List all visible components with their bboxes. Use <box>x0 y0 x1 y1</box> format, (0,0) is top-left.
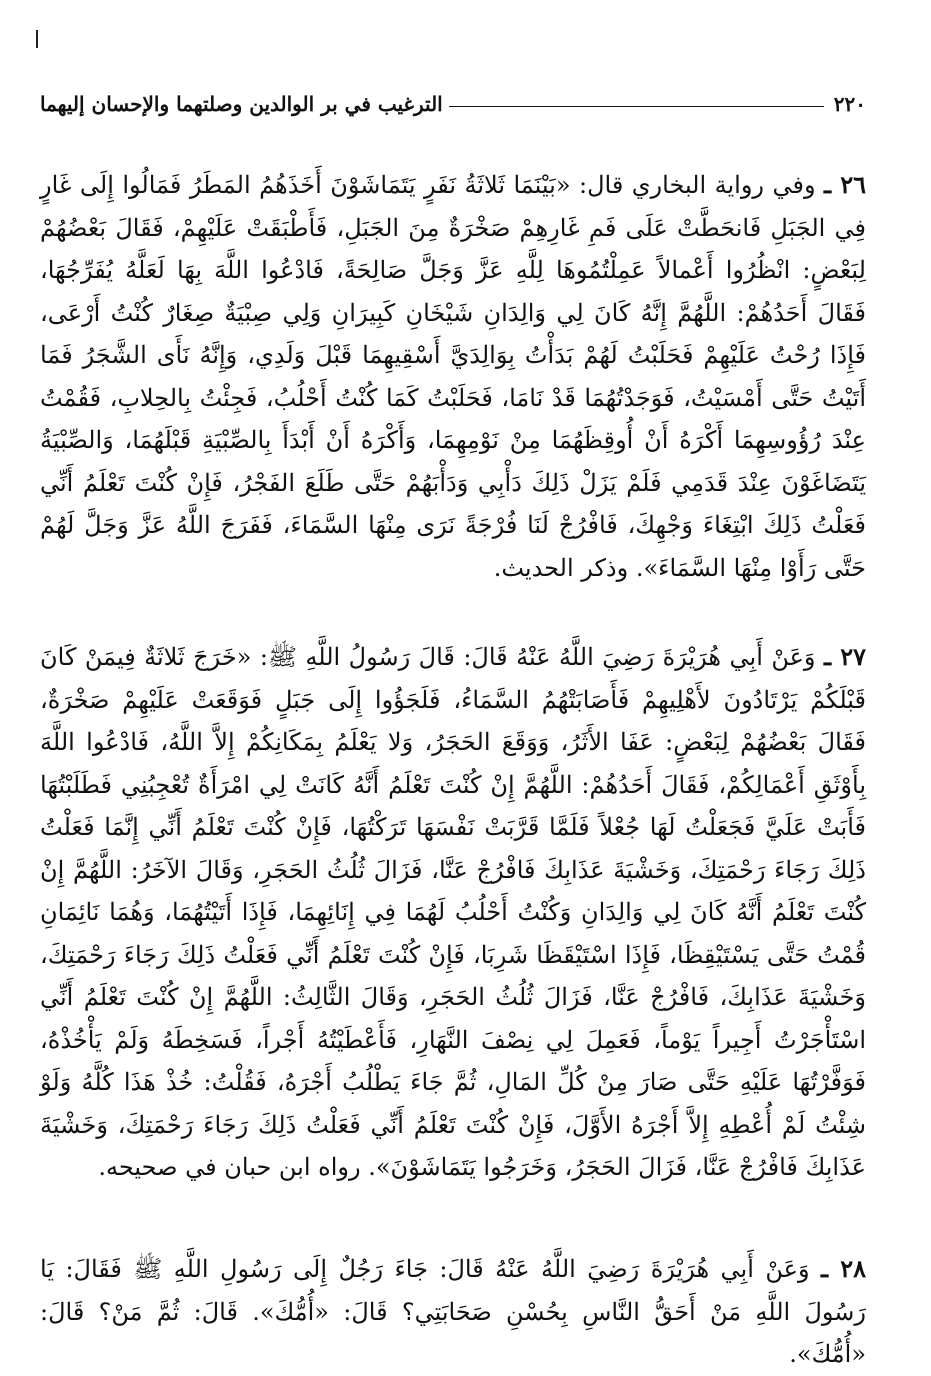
hadith-intro: وَعَنْ أَبِي هُرَيْرَةَ رَضِيَ اللَّهُ عَنْهُ قَالَ: قَالَ رَسُولُ اللَّهِ ﷺ: <box>259 643 816 671</box>
hadith-number: ٢٦ ـ <box>824 170 867 199</box>
hadith-number: ٢٨ ـ <box>821 1254 866 1283</box>
chapter-title: الترغيب في بر الوالدين وصلتهما والإحسان إليهما <box>40 92 443 116</box>
header-rule <box>449 105 824 107</box>
hadith-closing: وذكر الحديث. <box>493 553 629 582</box>
page-number: ٢٢٠ <box>833 92 866 116</box>
hadith-27 <box>40 636 866 1189</box>
hadith-intro: وفي رواية البخاري قال: <box>579 171 816 199</box>
hadith-text: «خَرَجَ ثَلاثَةٌ فِيمَنْ كَانَ قَبْلَكُمْ يَرْتَادُونَ لأَهْلِيهِمْ فَأَصَابَتْهُمُ السَّمَاءُ، فَلَجَؤُوا إِلَى جَبَلٍ فَوَقَعَتْ عَلَيْهِمْ صَخْرَةٌ، فَقَالَ بَعْضُهُمْ لِبَعْضٍ: عَفَا الأَثَرُ، وَوَقَعَ الحَجَرُ، وَلا يَعْلَمُ بِمَكَانِكُمْ إِلاَّ اللَّهُ، فَادْعُوا اللَّهَ بِأَوْثَقِ أَعْمَالِكُمْ، فَقَالَ أَحَدُهُمْ: اللَّهُمَّ إِنْ كُنْتَ تَعْلَمُ أَنَّهُ كَانَتْ لِي امْرَأَةٌ تُعْجِبُنِي فَطَلَبْتُهَا فَأَبَتْ عَلَيَّ فَجَعَلْتُ لَهَا جُعْلاً فَلَمَّا قَرَّبَتْ نَفْسَهَا تَرَكْتُهَا، فَإِنْ كُنْتَ تَعْلَمُ أَنِّي إِنَّمَا فَعَلْتُ ذَلِكَ رَجَاءَ رَحْمَتِكَ، وَخَشْيَةَ عَذَابِكَ فَافْرُجْ عَنَّا، فَزَالَ ثُلُثُ الحَجَرِ، وَقَالَ الآخَرُ: اللَّهُمَّ إِنْ كُنْتَ تَعْلَمُ أَنَّهُ كَانَ لِي وَالِدَانِ وَكُنْتُ أَحْلُبُ لَهُمَا فِي إِنَائِهِمَا، فَإِذَا أَتَيْتُهُمَا، وَهُمَا نَائِمَانِ قُمْتُ حَتَّى يَسْتَيْقِظَا، فَإِذَا اسْتَيْقَظَا شَرِبَا، فَإِنْ كُنْتَ تَعْلَمُ أَنِّي فَعَلْتُ ذَلِكَ رَجَاءَ رَحْمَتِكَ، وَخَشْيَةَ عَذَابِكَ، فَافْرُجْ عَنَّا، فَزَالَ ثُلُثُ الحَجَرِ، وَقَالَ الثَّالِثُ: اللَّهُمَّ إِنْ كُنْتَ تَعْلَمُ أَنِّي اسْتَأْجَرْتُ أَجِيراً يَوْماً، فَعَمِلَ لِي نِصْفَ النَّهَارِ، فَأَعْطَيْتُهُ أَجْراً، فَسَخِطَهُ وَلَمْ يَأْخُذْهُ، فَوَفَّرْتُهَا عَلَيْهِ حَتَّى صَارَ مِنْ كُلِّ المَالِ، ثُمَّ جَاءَ يَطْلُبُ أَجْرَهُ، فَقُلْتُ: خُذْ هَذَا كُلَّهُ وَلَوْ شِئْتُ لَمْ أُعْطِهِ إِلاَّ أَجْرَهُ الأَوَّلَ، فَإِنْ كُنْتَ تَعْلَمُ أَنِّي فَعَلْتُ ذَلِكَ رَجَاءَ رَحْمَتِكَ، وَخَشْيَةَ عَذَابِكَ فَافْرُجْ عَنَّا، فَزَالَ الحَجَرُ، وَخَرَجُوا يَتَمَاشَوْنَ». <box>40 643 867 1181</box>
hadith-number: ٢٧ ـ <box>823 642 866 671</box>
hadith-26 <box>40 164 866 589</box>
margin-mark <box>36 30 38 48</box>
hadith-closing: رواه ابن حبان في صحيحه. <box>98 1153 361 1181</box>
running-header <box>40 84 866 116</box>
hadith-intro: وَعَنْ أَبِي هُرَيْرَةَ رَضِيَ اللَّهُ عَنْهُ قَالَ: جَاءَ رَجُلٌ إِلَى رَسُولِ اللَّهِ ﷺ فَقَالَ: يَا رَسُولَ اللَّهِ مَنْ أَحَقُّ النَّاسِ بِحُسْنِ صَحَابَتِي؟ قَالَ: <box>40 1255 866 1326</box>
hadith-28 <box>40 1248 866 1376</box>
hadith-text: «بَيْنَمَا ثَلاثَةُ نَفَرٍ يَتَمَاشَوْنَ أَخَذَهُمُ المَطَرُ فَمَالُوا إِلَى غَارٍ فِي الجَبَلِ فَانحَطَّتْ عَلَى فَمِ غَارِهِمْ صَخْرَةٌ مِنَ الجَبَلِ، فَأَطْبَقَتْ عَلَيْهِمْ، فَقَالَ بَعْضُهُمْ لِبَعْضٍ: انْظُرُوا أَعْمالاً عَمِلْتُمُوهَا لِلَّهِ عَزَّ وَجَلَّ صَالِحَةً، فَادْعُوا اللَّهَ بِهَا لَعَلَّهُ يُفَرِّجُهَا، فَقَالَ أَحَدُهُمْ: اللَّهُمَّ إِنَّهُ كَانَ لِي وَالِدَانِ شَيْخَانِ كَبِيرَانِ وَلِي صِبْيَةٌ صِغَارٌ كُنْتُ أَرْعَى، فَإِذَا رُحْتُ عَلَيْهِمْ فَحَلَبْتُ لَهُمْ بَدَأْتُ بِوَالِدَيَّ أَسْقِيهِمَا قَبْلَ وَلَدِي، وَإِنَّهُ نَأَى الشَّجَرُ فَمَا أَتَيْتُ حَتَّى أَمْسَيْتُ، فَوَجَدْتُهُمَا قَدْ نَامَا، فَحَلَبْتُ كَمَا كُنْتُ أَحْلُبُ، فَجِئْتُ بِالحِلابِ، فَقُمْتُ عِنْدَ رُؤُوسِهِمَا أَكْرَهُ أَنْ أُوقِظَهُمَا مِنْ نَوْمِهِمَا، وَأَكْرَهُ أَنْ أَبْدَأَ بِالصِّبْيَةِ قَبْلَهُمَا، وَالصِّبْيَةُ يَتَضَاغَوْنَ عِنْدَ قَدَمِي فَلَمْ يَزَلْ ذَلِكَ دَأْبِي وَدَأْبَهُمْ حَتَّى طَلَعَ الفَجْرُ، فَإِنْ كُنْتَ تَعْلَمُ أَنِّي فَعَلْتُ ذَلِكَ ابْتِغَاءَ وَجْهِكَ، فَافْرُجْ لَنَا فُرْجَةً نَرَى مِنْهَا السَّمَاءَ، فَفَرَجَ اللَّهُ عَزَّ وَجَلَّ لَهُمْ حَتَّى رَأَوْا مِنْهَا السَّمَاءَ». <box>40 171 866 582</box>
hadith-text: «أُمُّكَ». قَالَ: ثُمَّ مَنْ؟ قَالَ: «أُمُّكَ». <box>40 1297 866 1368</box>
